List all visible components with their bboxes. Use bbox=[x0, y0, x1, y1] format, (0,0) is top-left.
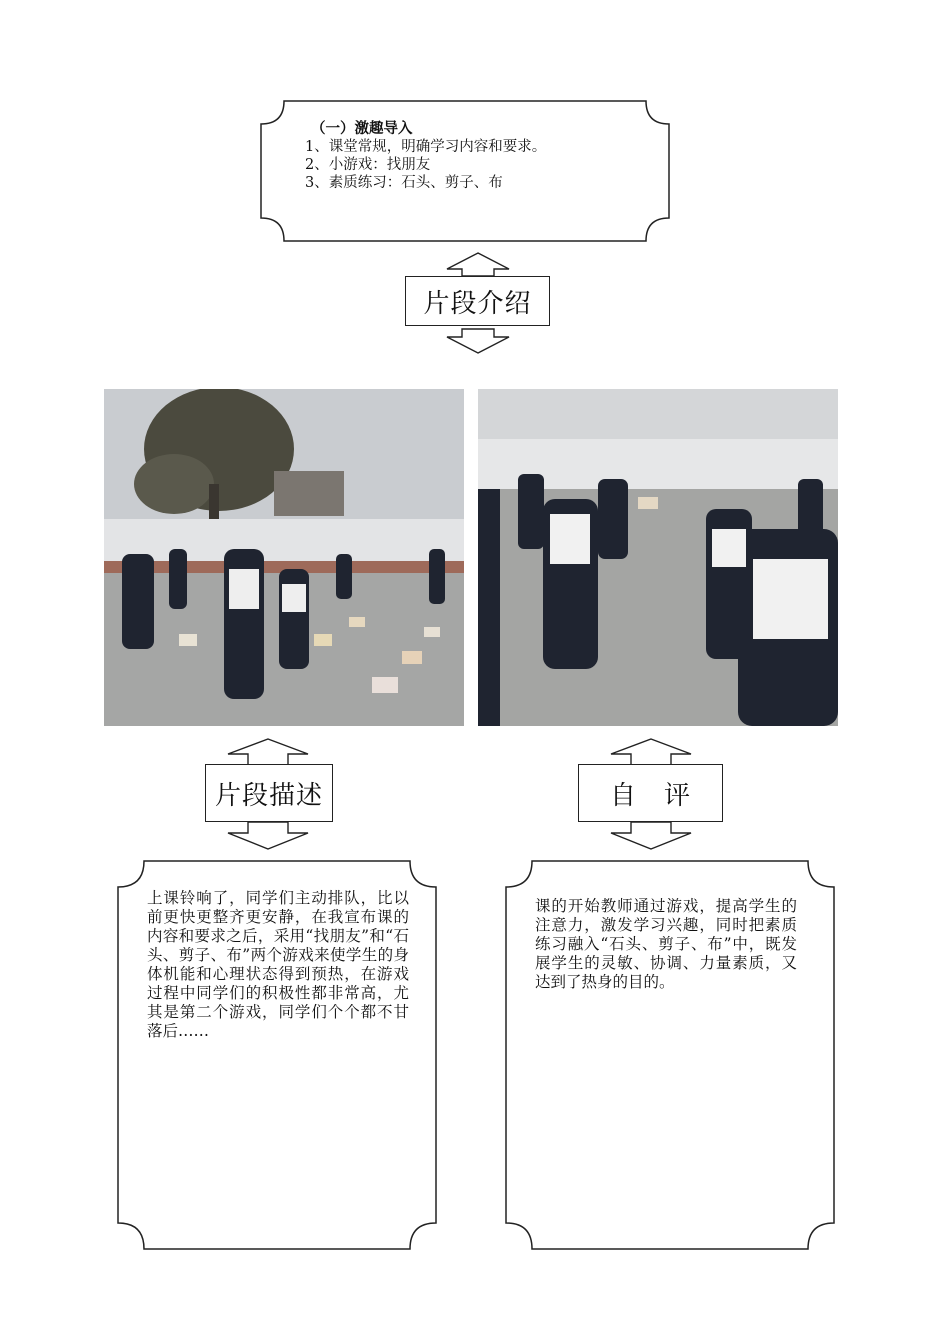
self-eval-text: 课的开始教师通过游戏，提高学生的注意力，激发学习兴趣，同时把素质练习融入“石头、剪子、布”中，既发展学生的灵敏、协调、力量素质，又达到了热身的目的。 bbox=[535, 897, 797, 991]
intro-label: 片段介绍 bbox=[405, 276, 550, 326]
intro-box bbox=[305, 120, 635, 192]
photo-left bbox=[104, 389, 464, 726]
photo-right bbox=[478, 389, 838, 726]
intro-item-3: 3、素质练习：石头、剪子、布 bbox=[305, 175, 503, 191]
intro-item-1: 1、课堂常规，明确学习内容和要求。 bbox=[305, 139, 547, 155]
self-eval-label: 自 评 bbox=[578, 764, 723, 822]
description-label: 片段描述 bbox=[205, 764, 333, 822]
intro-item-2: 2、小游戏：找朋友 bbox=[305, 157, 431, 173]
intro-heading: （一）激趣导入 bbox=[311, 121, 413, 137]
description-text: 上课铃响了，同学们主动排队，比以前更快更整齐更安静，在我宣布课的内容和要求之后，采用“找朋友”和“石头、剪子、布”两个游戏来使学生的身体机能和心理状态得到预热，在游戏过程中同学们的积极性都非常高，尤其是第二个游戏，同学们个个都不甘落后…… bbox=[147, 889, 409, 1040]
